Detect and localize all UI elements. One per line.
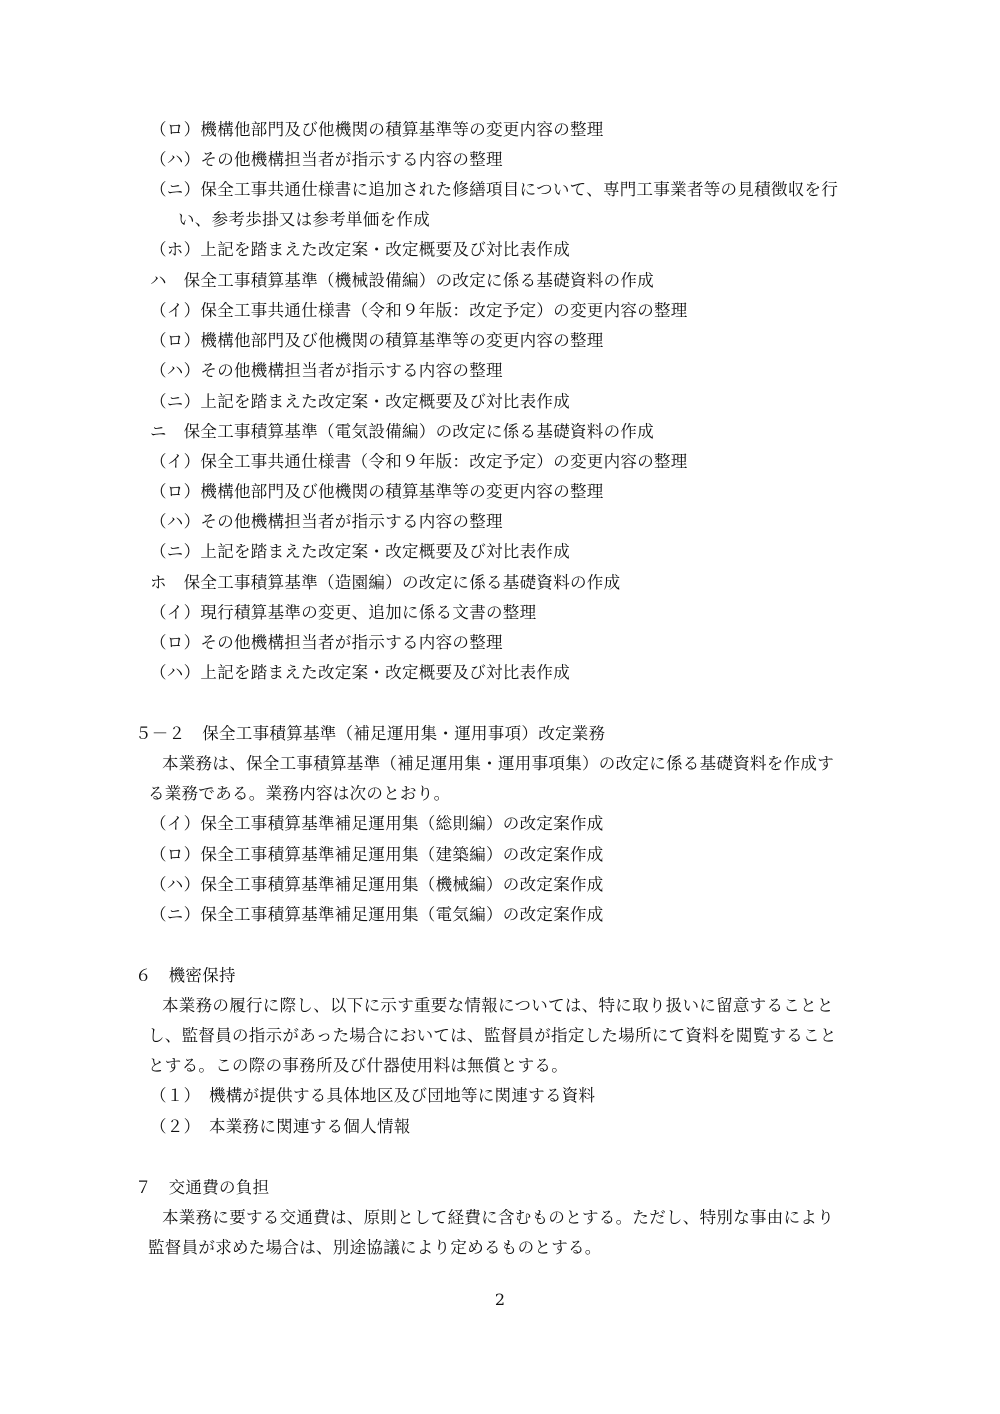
- text-line: （ロ）保全工事積算基準補足運用集（建築編）の改定案作成: [150, 845, 604, 864]
- text-line: る業務である。業務内容は次のとおり。: [148, 784, 451, 803]
- text-line: （ニ）上記を踏まえた改定案・改定概要及び対比表作成: [150, 542, 570, 561]
- text-line: （ロ）機構他部門及び他機関の積算基準等の変更内容の整理: [150, 331, 604, 350]
- section-heading: ハ 保全工事積算基準（機械設備編）の改定に係る基礎資料の作成: [150, 271, 654, 290]
- text-line: （ハ）その他機構担当者が指示する内容の整理: [150, 361, 503, 380]
- text-line: （イ）保全工事共通仕様書（令和９年版：改定予定）の変更内容の整理: [150, 301, 688, 320]
- text-line: （イ）現行積算基準の変更、追加に係る文書の整理: [150, 603, 537, 622]
- text-line: （イ）保全工事共通仕様書（令和９年版：改定予定）の変更内容の整理: [150, 452, 688, 471]
- text-line: （ロ）その他機構担当者が指示する内容の整理: [150, 633, 503, 652]
- text-line: （ハ）上記を踏まえた改定案・改定概要及び対比表作成: [150, 663, 570, 682]
- text-line: （ロ）機構他部門及び他機関の積算基準等の変更内容の整理: [150, 120, 604, 139]
- section-heading: ７ 交通費の負担: [135, 1178, 270, 1197]
- text-line: （ハ）その他機構担当者が指示する内容の整理: [150, 512, 503, 531]
- text-line: い、参考歩掛又は参考単価を作成: [178, 210, 430, 229]
- section-heading: ホ 保全工事積算基準（造園編）の改定に係る基礎資料の作成: [150, 573, 621, 592]
- text-line: （２） 本業務に関連する個人情報: [150, 1117, 411, 1136]
- text-line: （１） 機構が提供する具体地区及び団地等に関連する資料: [150, 1086, 596, 1105]
- text-line: （ロ）機構他部門及び他機関の積算基準等の変更内容の整理: [150, 482, 604, 501]
- text-line: （ニ）保全工事共通仕様書に追加された修繕項目について、専門工事業者等の見積徴収を行: [150, 180, 839, 199]
- text-line: 本業務の履行に際し、以下に示す重要な情報については、特に取り扱いに留意することと: [162, 996, 834, 1015]
- page-number: 2: [494, 1290, 506, 1309]
- text-line: （ホ）上記を踏まえた改定案・改定概要及び対比表作成: [150, 240, 570, 259]
- text-line: （ハ）その他機構担当者が指示する内容の整理: [150, 150, 503, 169]
- section-heading: ニ 保全工事積算基準（電気設備編）の改定に係る基礎資料の作成: [150, 422, 654, 441]
- text-line: 本業務に要する交通費は、原則として経費に含むものとする。ただし、特別な事由により: [162, 1208, 834, 1227]
- text-line: とする。この際の事務所及び什器使用料は無償とする。: [148, 1056, 568, 1075]
- text-line: （ハ）保全工事積算基準補足運用集（機械編）の改定案作成: [150, 875, 604, 894]
- text-line: 監督員が求めた場合は、別途協議により定めるものとする。: [148, 1238, 602, 1257]
- text-line: （ニ）保全工事積算基準補足運用集（電気編）の改定案作成: [150, 905, 604, 924]
- section-heading: ５－２ 保全工事積算基準（補足運用集・運用事項）改定業務: [135, 724, 606, 743]
- text-line: （ニ）上記を踏まえた改定案・改定概要及び対比表作成: [150, 392, 570, 411]
- text-line: 本業務は、保全工事積算基準（補足運用集・運用事項集）の改定に係る基礎資料を作成す: [162, 754, 834, 773]
- section-heading: ６ 機密保持: [135, 966, 236, 985]
- text-line: （イ）保全工事積算基準補足運用集（総則編）の改定案作成: [150, 814, 604, 833]
- text-line: し、監督員の指示があった場合においては、監督員が指定した場所にて資料を閲覧すること: [148, 1026, 837, 1045]
